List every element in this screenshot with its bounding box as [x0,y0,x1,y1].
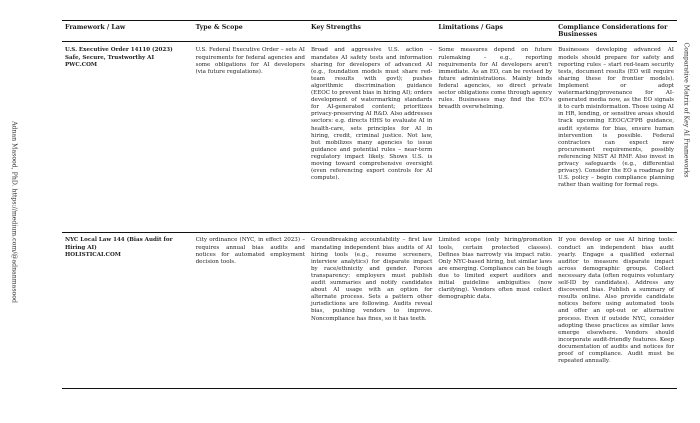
compliance-cell: If you develop or use AI hiring tools: conduct an independent bias audit yearly. Engage a qualified external auditor to measure disparate impact across demographic groups. Collect necessary data (often requires voluntary self-ID by candidates). Address any discovered bias. Publish a summary of results online. Also provide candidate notices before using automated tools and offer an opt-out or alternative process. Even if outside NYC, consider adopting these practices as similar laws emerge elsewhere. Vendors should incorporate audit-friendly features. Keep documentation of audits and notices for proof of compliance. Audit must be repeated annually. [555,233,677,389]
frameworks-table [62,20,677,389]
framework-name: NYC Local Law 144 (Bias Audit for Hiring AI) [65,237,173,251]
header-limitations: Limitations / Gaps [435,21,555,42]
header-strengths: Key Strengths [308,21,435,42]
strengths-cell: Groundbreaking accountability – first law mandating independent bias audits of AI hiring tools (e.g., resume screeners, interview analytics) for disparate impact by race/ethnicity and gender. Forces transparency: employers must publish audit summaries and notify candidates about AI usage with an option for alternate process. Sets a pattern other jurisdictions are following. Audits reveal bias, pushing vendors to improve. Noncompliance has fines, so it has teeth. [308,233,435,389]
source-site: PWC.COM [65,61,98,68]
type-scope-cell: U.S. Federal Executive Order – sets AI requirements for federal agencies and some obligations for AI developers (via future regulations). [193,42,308,233]
limitations-cell: Limited scope (only hiring/promotion tools, certain protected classes). Defines bias narrowly via impact ratio. Only NYC-based hiring, but similar laws are emerging. Compliance can be tough due to limited expert auditors and initial guideline ambiguities (now clarifying). Vendors often must collect demographic data. [435,233,555,389]
table-header-row [62,21,677,42]
limitations-cell: Some measures depend on future rulemaking – e.g., reporting requirements for AI developers aren't immediate. As an EO, can be revised by future administrations. Mainly binds federal agencies, so direct private sector obligations come through agency rules. Businesses may find the EO's breadth overwhelming. [435,42,555,233]
framework-cell [62,42,193,233]
framework-cell [62,233,193,389]
framework-name: U.S. Executive Order 14110 (2023) Safe, Secure, Trustworthy AI [65,47,173,61]
type-scope-cell: City ordinance (NYC, in effect 2023) – requires annual bias audits and notices for automated employment decision tools. [193,233,308,389]
header-framework: Framework / Law [62,21,193,42]
compliance-cell: Businesses developing advanced AI models should prepare for safety and reporting rules – start red-team security tests, document results (EO will require sharing these for frontier models). Implement or adopt watermarking/provenance for AI-generated media now, as the EO signals it to curb misinformation. Those using AI in HR, lending, or sensitive areas should track upcoming EEOC/CFPB guidance, audit systems for bias, ensure human intervention is possible. Federal contractors can expect new procurement requirements, possibly referencing NIST AI RMF. Also invest in privacy safeguards (e.g., differential privacy). Consider the EO a roadmap for U.S. policy – begin compliance planning rather than waiting for formal regs. [555,42,677,233]
author-credit: Adnan Masood, PhD. https://medium.com/@adnanmasood [10,121,18,303]
table-row [62,233,677,389]
document-title: Comparative Matrix of Key AI Frameworks [682,42,690,178]
strengths-cell: Broad and aggressive U.S. action – mandates AI safety tests and information sharing for developers of advanced AI (e.g., foundation models must share red-team results with govt); pushes algorithmic discrimination guidance (EEOC to prevent bias in hiring AI); orders development of watermarking standards for AI-generated content; prioritizes privacy-preserving AI R&D. Also addresses sectors: e.g. directs HHS to evaluate AI in health-care, sets principles for AI in hiring, credit, criminal justice. Not law, but mobilizes many agencies to issue guidance and potential rules – near-term regulatory impact likely. Shows U.S. is moving toward comprehensive oversight (even referencing export controls for AI compute). [308,42,435,233]
table-row [62,42,677,233]
page-content [62,20,677,389]
header-type-scope: Type & Scope [193,21,308,42]
source-site: HOLISTICAI.COM [65,251,121,258]
header-compliance: Compliance Considerations for Businesses [555,21,677,42]
